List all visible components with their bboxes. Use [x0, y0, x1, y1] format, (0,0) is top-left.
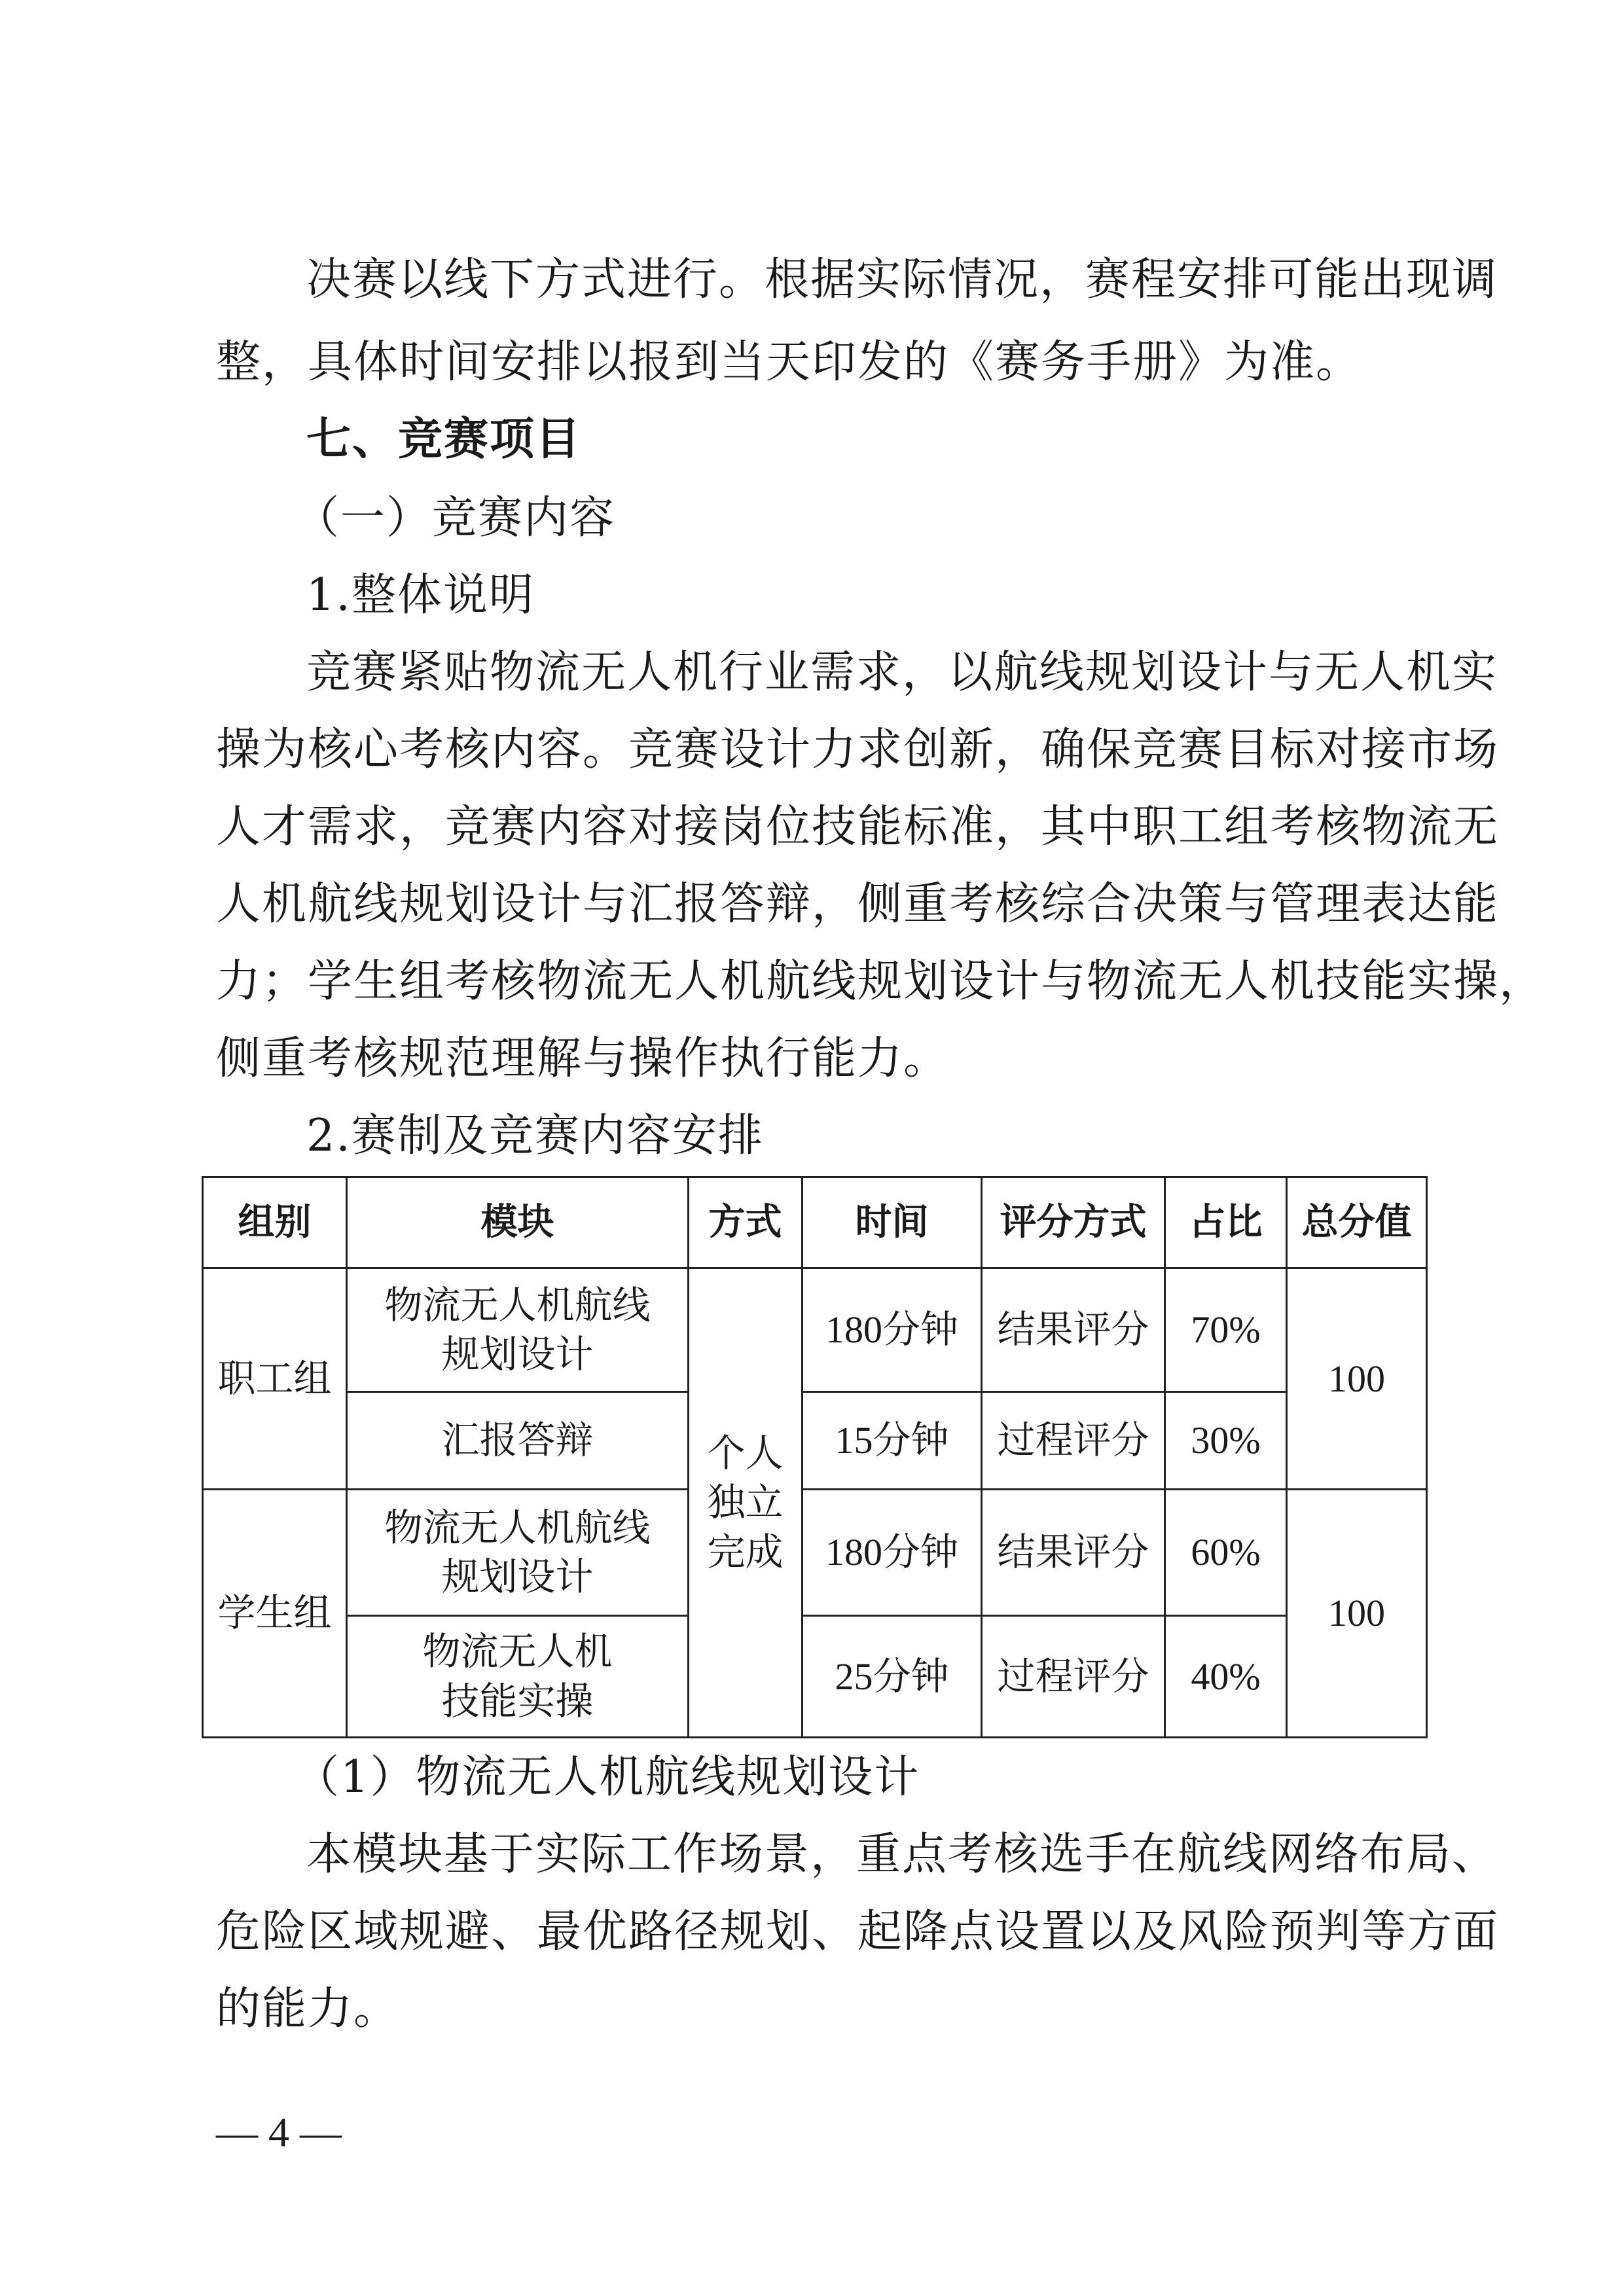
- column-header: 模块: [347, 1177, 689, 1268]
- paragraph-line: 侧重考核规范理解与操作执行能力。: [216, 1033, 950, 1085]
- table-row: [203, 1268, 1427, 1392]
- paragraph-line: 的能力。: [216, 1983, 400, 2035]
- module-cell: [347, 1616, 689, 1738]
- table-row: [203, 1616, 1427, 1738]
- scoring-cell: 过程评分: [982, 1616, 1165, 1738]
- scoring-cell: 结果评分: [982, 1490, 1165, 1616]
- paragraph-line: 危险区域规避、最优路径规划、起降点设置以及风险预判等方面: [216, 1906, 1500, 1958]
- scoring-cell: 结果评分: [982, 1268, 1165, 1392]
- share-cell: 60%: [1165, 1490, 1287, 1616]
- table-row: [203, 1490, 1427, 1616]
- share-cell: 30%: [1165, 1392, 1287, 1490]
- time-cell: 15分钟: [803, 1392, 982, 1490]
- column-header: 总分值: [1287, 1177, 1427, 1268]
- paragraph-line: 操为核心考核内容。竞赛设计力求创新，确保竞赛目标对接市场: [216, 724, 1500, 776]
- competition-table: [202, 1176, 1428, 1738]
- scoring-cell: 过程评分: [982, 1392, 1165, 1490]
- subsection-heading: （一）竞赛内容: [295, 492, 616, 544]
- paragraph-line: 竞赛紧贴物流无人机行业需求，以航线规划设计与无人机实: [306, 647, 1498, 698]
- total-cell: 100: [1287, 1268, 1427, 1490]
- group-cell: 职工组: [203, 1268, 347, 1490]
- method-line: 个人: [707, 1430, 784, 1475]
- method-line: 独立: [707, 1480, 784, 1525]
- method-line: 完成: [707, 1529, 784, 1574]
- module-line: 规划设计: [441, 1332, 594, 1376]
- paragraph-line: 力；学生组考核物流无人机航线规划设计与物流无人机技能实操，: [216, 956, 1545, 1007]
- section-heading: 七、竞赛项目: [306, 414, 582, 465]
- column-header: 时间: [803, 1177, 982, 1268]
- item-heading: 2.赛制及竞赛内容安排: [306, 1110, 764, 1162]
- total-cell: 100: [1287, 1490, 1427, 1738]
- paragraph-line: 人机航线规划设计与汇报答辩，侧重考核综合决策与管理表达能: [216, 878, 1500, 930]
- paragraph-line: 人才需求，竞赛内容对接岗位技能标准，其中职工组考核物流无: [216, 801, 1500, 853]
- column-header: 方式: [689, 1177, 803, 1268]
- share-cell: 70%: [1165, 1268, 1287, 1392]
- module-cell: [347, 1392, 689, 1490]
- table-row: [203, 1392, 1427, 1490]
- column-header: 组别: [203, 1177, 347, 1268]
- module-line: 物流无人机航线: [384, 1282, 651, 1327]
- paragraph-line: 本模块基于实际工作场景，重点考核选手在航线网络布局、: [306, 1829, 1498, 1880]
- time-cell: 180分钟: [803, 1490, 982, 1616]
- module-line: 汇报答辩: [441, 1418, 594, 1463]
- paragraph-line: 决赛以线下方式进行。根据实际情况，赛程安排可能出现调: [306, 254, 1498, 306]
- column-header: 占比: [1165, 1177, 1287, 1268]
- group-cell: 学生组: [203, 1490, 347, 1738]
- time-cell: 180分钟: [803, 1268, 982, 1392]
- module-line: 物流无人机航线: [384, 1505, 651, 1550]
- share-cell: 40%: [1165, 1616, 1287, 1738]
- module-cell: [347, 1268, 689, 1392]
- module-cell: [347, 1490, 689, 1616]
- subitem-heading: （1）物流无人机航线规划设计: [295, 1751, 920, 1803]
- paragraph-line: 整，具体时间安排以报到当天印发的《赛务手册》为准。: [216, 336, 1362, 388]
- time-cell: 25分钟: [803, 1616, 982, 1738]
- page-number: — 4 —: [216, 2109, 342, 2155]
- item-heading: 1.整体说明: [306, 569, 535, 621]
- column-header: 评分方式: [982, 1177, 1165, 1268]
- method-cell: [689, 1268, 803, 1738]
- module-line: 技能实操: [441, 1678, 594, 1723]
- module-line: 物流无人机: [422, 1629, 613, 1674]
- table-header-row: [203, 1177, 1427, 1268]
- module-line: 规划设计: [441, 1554, 594, 1599]
